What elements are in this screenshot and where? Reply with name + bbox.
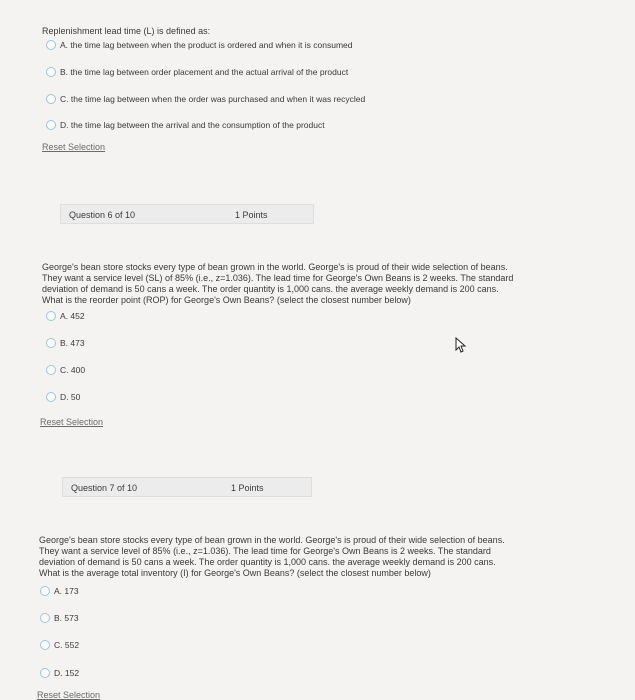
radio-button-icon[interactable] — [46, 311, 56, 321]
option-label: B. 573 — [54, 613, 79, 623]
prompt-line: George's bean store stocks every type of bean grown in the world. George's is proud of their wide selection of beans. — [42, 262, 508, 272]
prompt-line: What is the average total inventory (I) for George's Own Beans? (select the closest number below) — [39, 568, 431, 578]
question-5-option-a[interactable] — [46, 38, 352, 52]
option-label: D. the time lag between the arrival and the consumption of the product — [60, 120, 325, 130]
question-points: 1 Points — [235, 210, 268, 220]
question-7-header — [62, 477, 312, 497]
radio-button-icon[interactable] — [46, 94, 56, 104]
question-6-reset-selection-link[interactable]: Reset Selection — [40, 417, 104, 427]
option-label: B. the time lag between order placement and the actual arrival of the product — [60, 67, 349, 77]
radio-button-icon[interactable] — [40, 586, 50, 596]
mouse-pointer-icon — [455, 337, 467, 353]
question-6-option-a[interactable] — [46, 309, 85, 323]
question-7-prompt — [39, 535, 505, 579]
radio-button-icon[interactable] — [40, 640, 50, 650]
prompt-line: They want a service level of 85% (i.e., z=1.036). The lead time for George's Own Beans is 2 weeks. The standard — [39, 546, 491, 556]
prompt-line: They want a service level (SL) of 85% (i.e., z=1.036). The lead time for George's Own Beans is 2 weeks. The standard — [42, 273, 514, 283]
question-6-option-b[interactable] — [46, 336, 85, 350]
option-label: D. 50 — [60, 392, 81, 402]
radio-button-icon[interactable] — [46, 120, 56, 130]
radio-button-icon[interactable] — [46, 392, 56, 402]
prompt-line: deviation of demand is 50 cans a week. The order quantity is 1,000 cans. the average weekly demand is 200 cans. — [42, 284, 499, 294]
radio-button-icon[interactable] — [46, 338, 56, 348]
question-6-option-c[interactable] — [46, 363, 85, 377]
question-5-option-d[interactable] — [46, 118, 325, 132]
question-6-prompt — [42, 262, 513, 306]
radio-button-icon[interactable] — [40, 668, 50, 678]
option-label: B. 473 — [60, 338, 85, 348]
radio-button-icon[interactable] — [46, 365, 56, 375]
question-points: 1 Points — [231, 483, 264, 493]
option-label: A. 173 — [54, 586, 79, 596]
question-7-option-d[interactable] — [40, 666, 79, 680]
prompt-line: What is the reorder point (ROP) for George's Own Beans? (select the closest number below) — [42, 295, 411, 305]
question-6-option-d[interactable] — [46, 390, 80, 404]
option-label: A. the time lag between when the product is ordered and when it is consumed — [60, 40, 353, 50]
question-7-option-b[interactable] — [40, 611, 79, 625]
question-number: Question 6 of 10 — [69, 210, 136, 220]
radio-button-icon[interactable] — [46, 67, 56, 77]
question-number: Question 7 of 10 — [71, 483, 138, 493]
question-5-prompt: Replenishment lead time (L) is defined as: — [42, 26, 211, 36]
question-5-option-b[interactable] — [46, 65, 348, 79]
prompt-line: deviation of demand is 50 cans a week. The order quantity is 1,000 cans. the average weekly demand is 200 cans. — [39, 557, 496, 567]
option-label: A. 452 — [60, 311, 85, 321]
option-label: C. the time lag between when the order was purchased and when it was recycled — [60, 94, 366, 104]
prompt-line: George's bean store stocks every type of bean grown in the world. George's is proud of their wide selection of beans. — [39, 535, 505, 545]
question-7-option-c[interactable] — [40, 638, 79, 652]
option-label: C. 400 — [60, 365, 86, 375]
question-5-option-c[interactable] — [46, 92, 365, 106]
radio-button-icon[interactable] — [40, 613, 50, 623]
option-label: D. 152 — [54, 668, 80, 678]
question-6-header — [60, 204, 314, 224]
question-7-reset-selection-link[interactable]: Reset Selection — [37, 690, 101, 700]
question-5-reset-selection-link[interactable]: Reset Selection — [42, 142, 106, 152]
option-label: C. 552 — [54, 640, 80, 650]
question-7-option-a[interactable] — [40, 584, 79, 598]
radio-button-icon[interactable] — [46, 40, 56, 50]
